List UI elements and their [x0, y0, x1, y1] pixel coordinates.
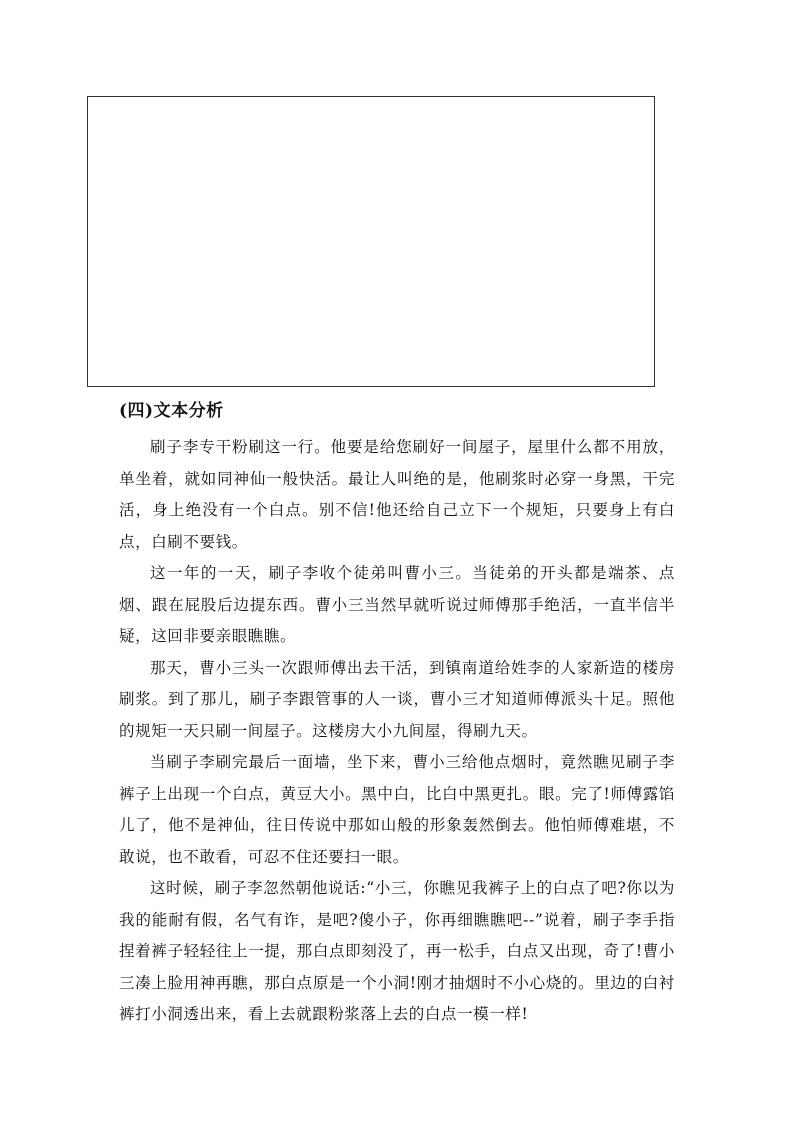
paragraph-1: 刷子李专干粉刷这一行。他要是给您刷好一间屋子，屋里什么都不用放，单坐着，就如同神仙一般快活。最让人叫绝的是，他刷浆时必穿一身黑，干完活，身上绝没有一个白点。别不信!他还给自己立下一个规矩，只要身上有白点，白刷不要钱。: [119, 438, 675, 551]
section-heading: (四)文本分析: [119, 401, 224, 421]
paragraph-5: 这时候，刷子李忽然朝他说话:“小三，你瞧见我裤子上的白点了吧?你以为我的能耐有假，名气有诈，是吧?傻小子，你再细瞧瞧吧--”说着，刷子李手指捏着裤子轻轻往上一提，那白点即刻没了，再一松手，白点又出现，奇了!曹小三凑上脸用神再瞧，那白点原是一个小洞!刚才抽烟时不小心烧的。里边的白衬裤打小洞透出来，看上去就跟粉浆落上去的白点一模一样!: [119, 879, 675, 1023]
paragraph-3: 那天，曹小三头一次跟师傅出去干活，到镇南道给姓李的人家新造的楼房刷浆。到了那儿，刷子李跟管事的人一谈，曹小三才知道师傅派头十足。照他的规矩一天只刷一间屋子。这楼房大小九间屋，得刷九天。: [119, 658, 675, 740]
paragraph-4: 当刷子李刷完最后一面墙，坐下来，曹小三给他点烟时，竟然瞧见刷子李裤子上出现一个白点，黄豆大小。黑中白，比白中黑更扎。眼。完了!师傅露馅儿了，他不是神仙，往日传说中那如山般的形象轰然倒去。他怕师傅难堪，不敢说，也不敢看，可忍不住还要扫一眼。: [119, 753, 675, 866]
paragraph-2: 这一年的一天，刷子李收个徒弟叫曹小三。当徒弟的开头都是端茶、点烟、跟在屁股后边提东西。曹小三当然早就听说过师傅那手绝活，一直半信半疑，这回非要亲眼瞧瞧。: [119, 564, 675, 645]
body-text: [119, 432, 675, 1031]
blank-image-frame: [87, 96, 655, 387]
